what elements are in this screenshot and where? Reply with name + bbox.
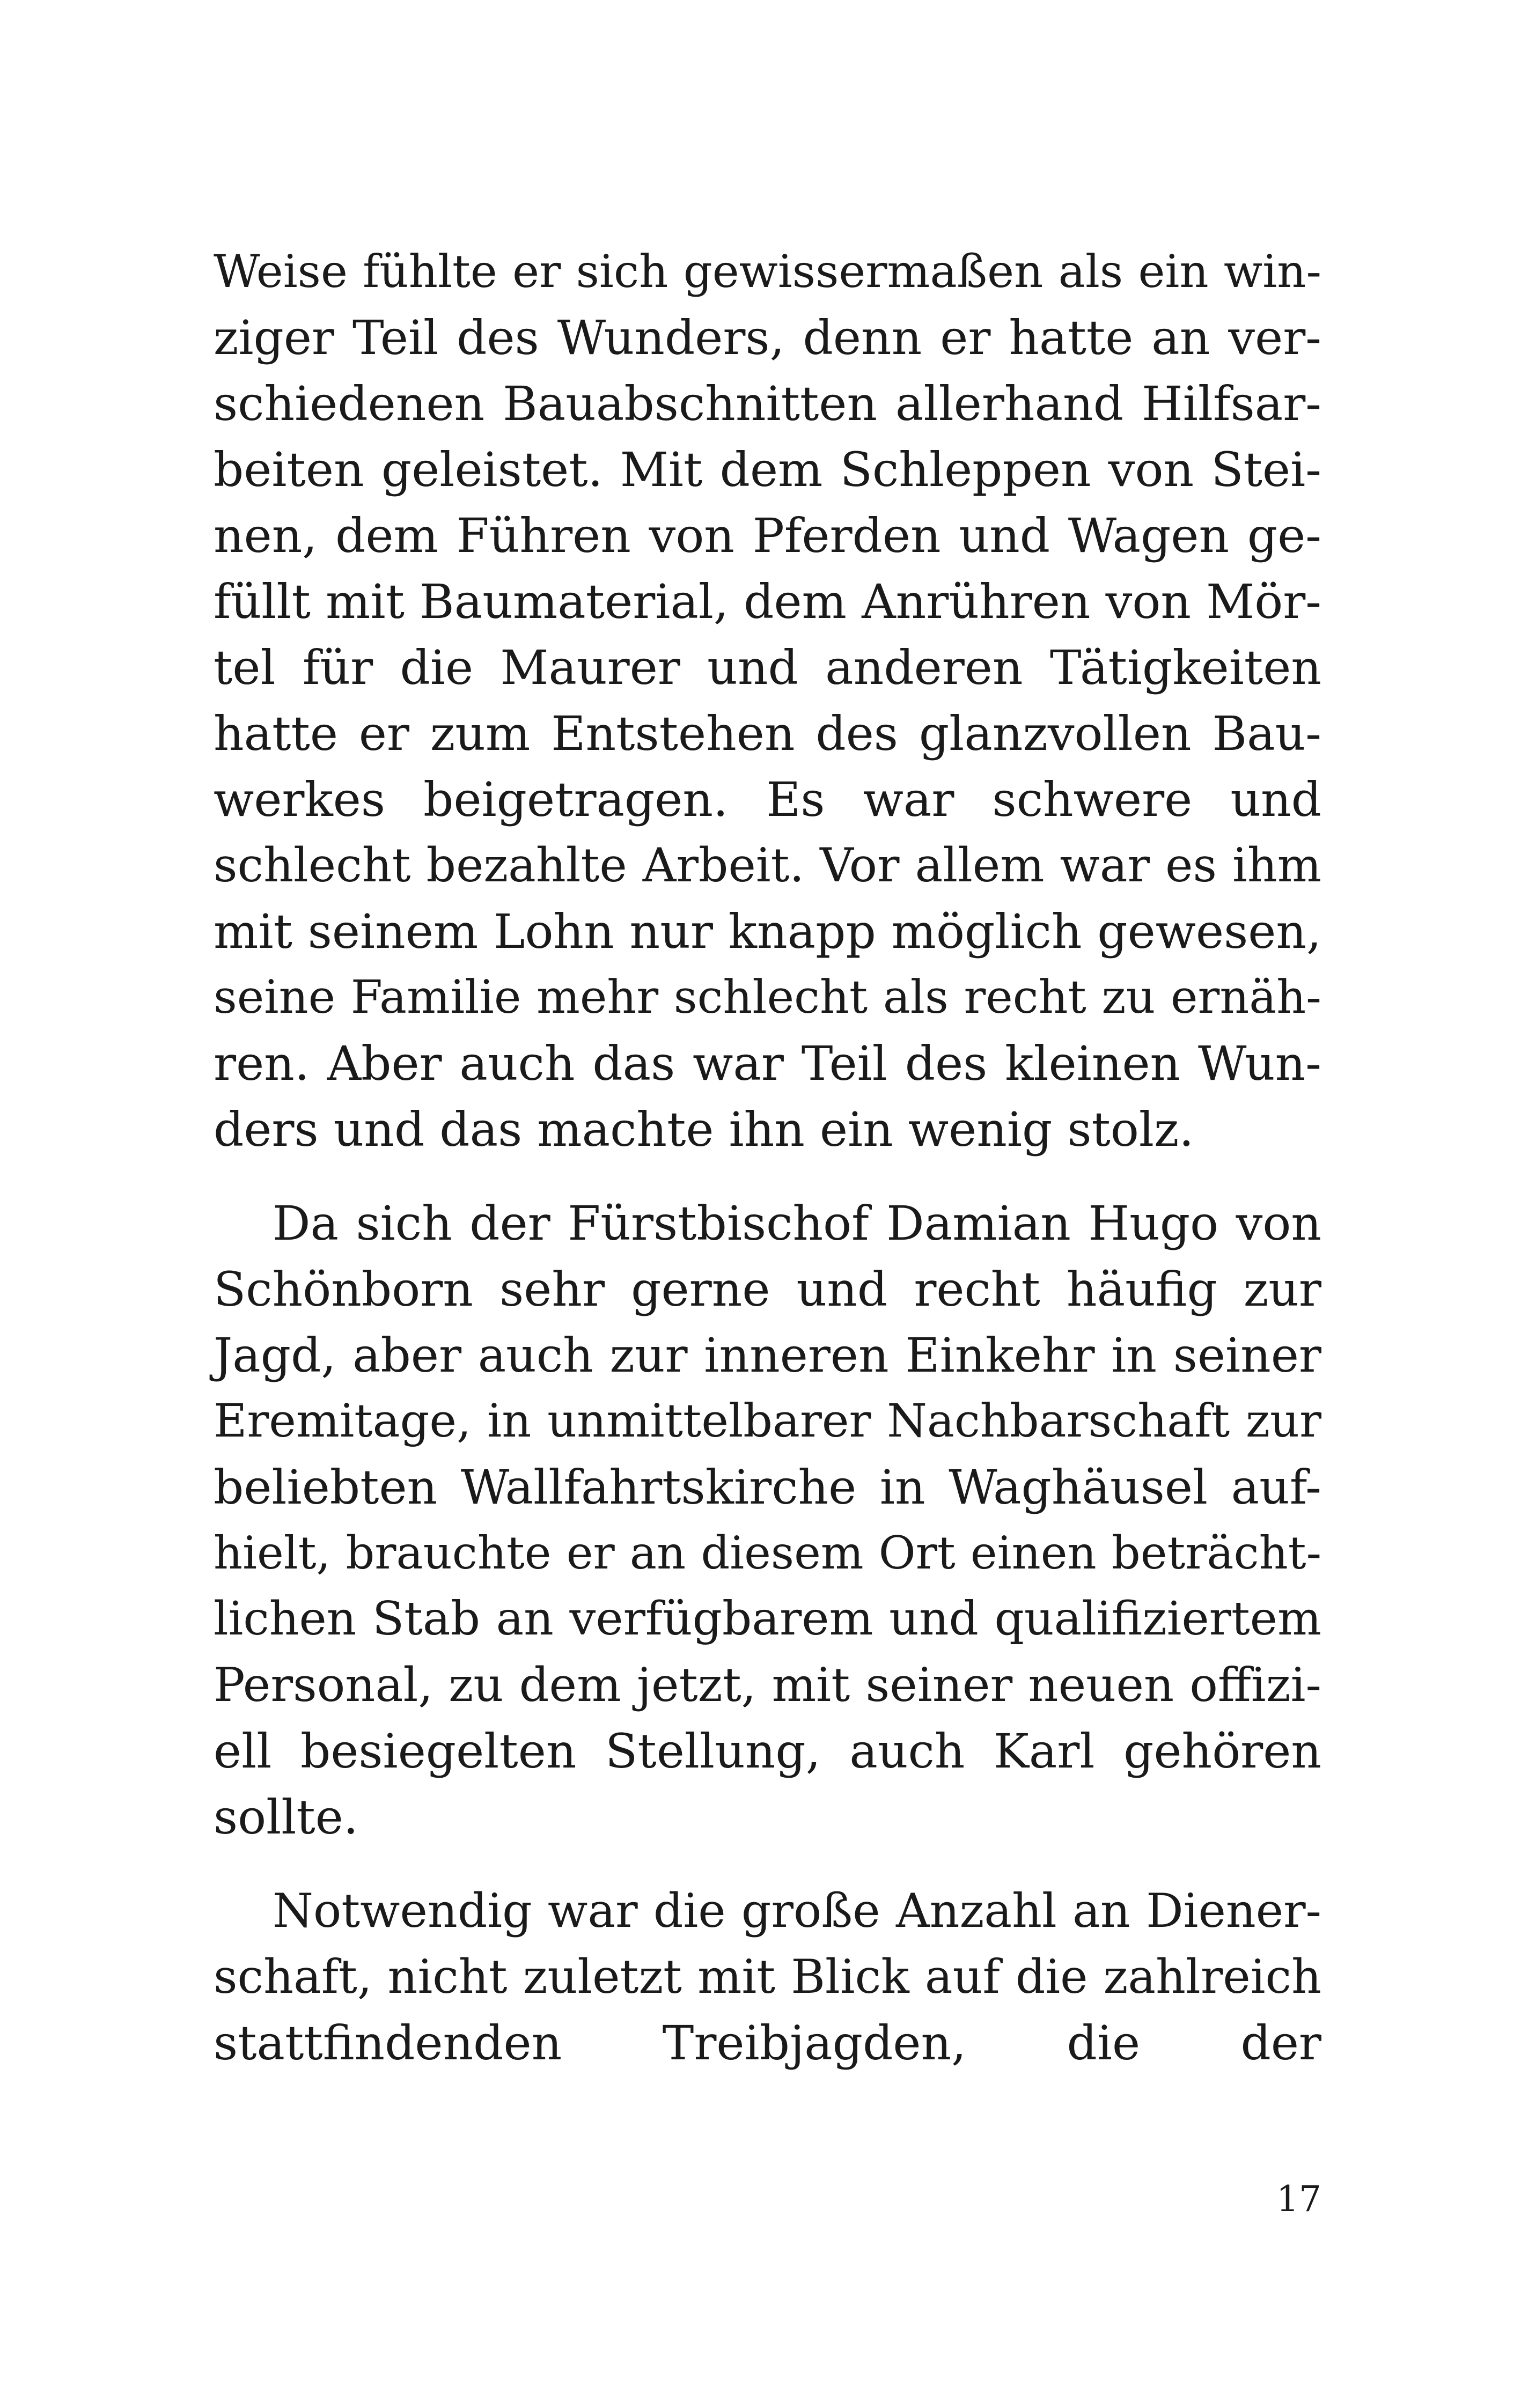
text-line: werkes beigetragen. Es war schwere und [214, 772, 1321, 827]
text-line: Eremitage, in unmittelbarer Nachbarschaft zur [214, 1395, 1321, 1448]
text-line: ren. Aber auch das war Teil des kleinen Wun- [214, 1036, 1321, 1091]
text-line: ell besiegelten Stellung, auch Karl gehören [214, 1724, 1321, 1779]
text-line: seine Familie mehr schlecht als recht zu ernäh- [214, 971, 1321, 1024]
body-text [214, 239, 1321, 2076]
text-line: hatte er zum Entstehen des glanzvollen Bau- [214, 706, 1321, 761]
paragraph-gap [214, 1162, 1321, 1190]
text-line: Weise fühlte er sich gewissermaßen als ein win- [214, 245, 1321, 298]
text-line: Da sich der Fürstbischof Damian Hugo von [273, 1196, 1321, 1251]
paragraph [214, 239, 1321, 1162]
text-line: hielt, brauchte er an diesem Ort einen beträcht- [214, 1527, 1321, 1579]
text-line: ziger Teil des Wunders, denn er hatte an ver- [214, 310, 1321, 365]
text-line: schlecht bezahlte Arbeit. Vor allem war es ihm [214, 838, 1321, 893]
text-line: schaft, nicht zuletzt mit Blick auf die zahlreich [214, 1950, 1321, 2004]
text-line: Jagd, aber auch zur inneren Einkehr in seiner [214, 1328, 1321, 1383]
text-line: füllt mit Baumaterial, dem Anrühren von Mör- [214, 574, 1321, 629]
paragraph-gap [214, 1850, 1321, 1878]
text-line: sollte. [214, 1790, 358, 1845]
text-line: beliebten Wallfahrtskirche in Waghäusel auf- [214, 1460, 1321, 1515]
text-line: schiedenen Bauabschnitten allerhand Hilfsar- [214, 376, 1321, 431]
text-line: ders und das machte ihn ein wenig stolz. [214, 1102, 1194, 1157]
paragraph [214, 1190, 1321, 1850]
text-line: lichen Stab an verfügbarem und qualifiziertem [214, 1592, 1321, 1646]
text-line: tel für die Maurer und anderen Tätigkeiten [214, 640, 1321, 695]
text-line: Personal, zu dem jetzt, mit seiner neuen offizi- [214, 1658, 1321, 1712]
text-line: nen, dem Führen von Pferden und Wagen ge- [214, 508, 1321, 563]
text-line: beiten geleistet. Mit dem Schleppen von Stei- [214, 442, 1321, 497]
text-line: mit seinem Lohn nur knapp möglich gewesen, [214, 904, 1321, 959]
page-number: 17 [1276, 2178, 1321, 2220]
text-line: stattfindenden Treibjagden, die der [214, 2015, 1321, 2071]
text-line: Schönborn sehr gerne und recht häufig zur [214, 1262, 1321, 1317]
paragraph [214, 1878, 1321, 2076]
text-line: Notwendig war die große Anzahl an Diener- [273, 1884, 1321, 1938]
